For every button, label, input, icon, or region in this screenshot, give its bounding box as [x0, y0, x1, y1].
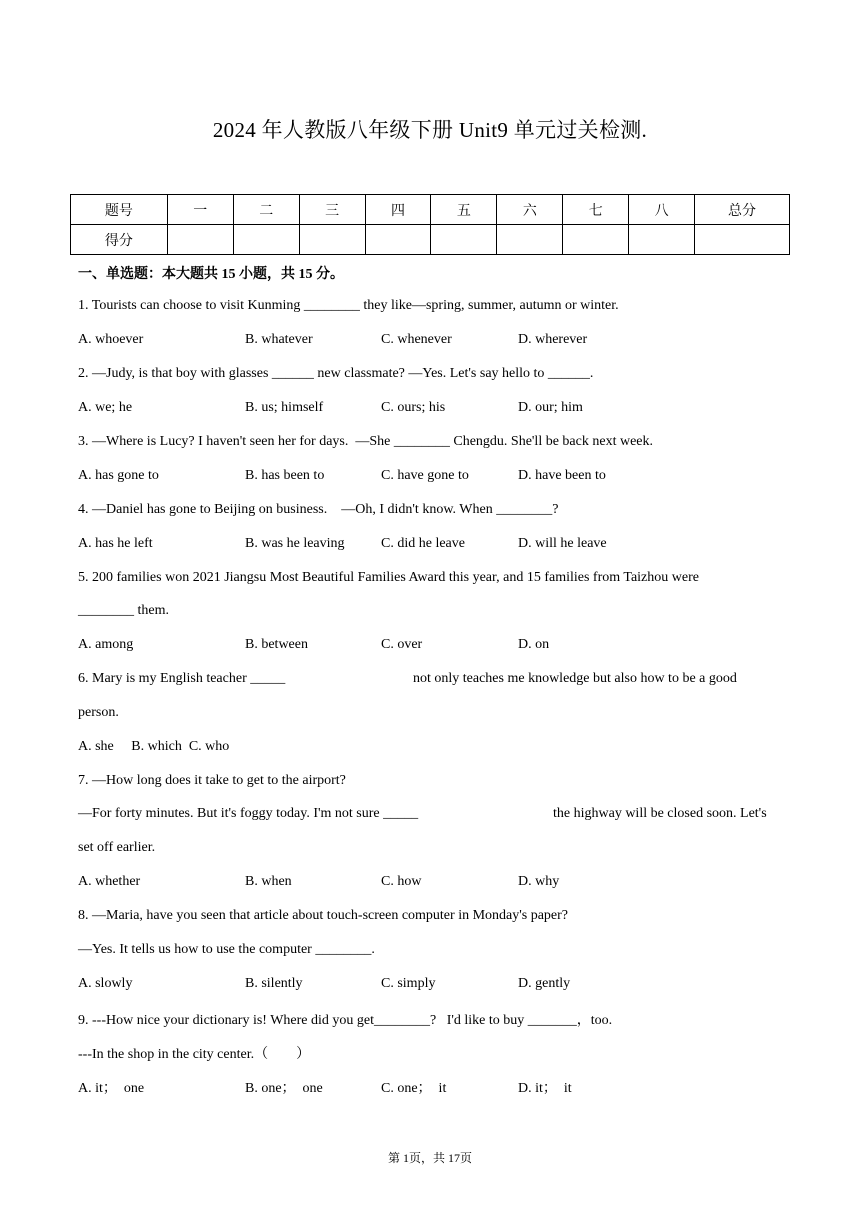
score-table-header-row [71, 195, 790, 225]
score-cell [365, 225, 431, 255]
question-6-options: A. she B. which C. who [78, 739, 230, 754]
score-header-cell: 五 [431, 195, 497, 225]
score-cell [233, 225, 299, 255]
question-7-answer-line-right: the highway will be closed soon. Let's [553, 806, 767, 821]
question-7-stem-continued: set off earlier. [78, 840, 156, 855]
page-title: 2024 年人教版八年级下册 Unit9 单元过关检测. [212, 118, 648, 142]
question-6-stem-continued: person. [78, 705, 119, 720]
question-2-option-b: B. us; himself [245, 400, 324, 415]
question-8-option-c: C. simply [381, 976, 436, 991]
score-cell [431, 225, 497, 255]
question-8-stem: 8. —Maria, have you seen that article about touch-screen computer in Monday's paper? [78, 908, 569, 923]
question-4-option-c: C. did he leave [381, 536, 465, 551]
question-2-stem: 2. —Judy, is that boy with glasses ______ new classmate? —Yes. Let's say hello to ______. [78, 366, 594, 381]
score-table [70, 194, 790, 255]
question-1-stem: 1. Tourists can choose to visit Kunming ________ they like—spring, summer, autumn or winter. [78, 298, 619, 313]
question-4-stem: 4. —Daniel has gone to Beijing on business. —Oh, I didn't know. When ________? [78, 502, 559, 517]
question-3-option-c: C. have gone to [381, 468, 469, 483]
question-4-option-b: B. was he leaving [245, 536, 345, 551]
question-1-option-a: A. whoever [78, 332, 144, 347]
question-9-option-a: A. it； one [78, 1081, 145, 1096]
question-2-option-d: D. our; him [518, 400, 583, 415]
question-4-option-a: A. has he left [78, 536, 153, 551]
question-8-option-a: A. slowly [78, 976, 133, 991]
question-1-option-d: D. wherever [518, 332, 588, 347]
score-header-cell: 四 [365, 195, 431, 225]
question-7-stem: 7. —How long does it take to get to the airport? [78, 773, 346, 788]
question-8-option-b: B. silently [245, 976, 303, 991]
question-5-option-c: C. over [381, 637, 423, 652]
score-cell [563, 225, 629, 255]
score-header-cell: 题号 [71, 195, 168, 225]
question-1-option-c: C. whenever [381, 332, 452, 347]
question-5-stem: 5. 200 families won 2021 Jiangsu Most Beautiful Families Award this year, and 15 families from Taizhou were [78, 570, 699, 585]
score-header-cell: 三 [299, 195, 365, 225]
question-6-stem-right: not only teaches me knowledge but also how to be a good [413, 671, 737, 686]
question-9-option-d: D. it； it [518, 1081, 572, 1096]
question-7-option-c: C. how [381, 874, 422, 889]
question-5-stem-continued: ________ them. [78, 603, 169, 618]
question-5-option-d: D. on [518, 637, 550, 652]
question-4-option-d: D. will he leave [518, 536, 607, 551]
score-header-cell: 一 [167, 195, 233, 225]
question-7-answer-line: —For forty minutes. But it's foggy today. I'm not sure _____ [78, 806, 419, 821]
question-8-option-d: D. gently [518, 976, 571, 991]
question-5-option-a: A. among [78, 637, 134, 652]
question-8-answer-line: —Yes. It tells us how to use the computer ________. [78, 942, 375, 957]
score-row-label: 得分 [71, 225, 168, 255]
question-3-option-d: D. have been to [518, 468, 606, 483]
question-2-option-a: A. we; he [78, 400, 133, 415]
page-footer: 第 1页，共 17页 [387, 1151, 472, 1165]
question-9-option-b: B. one； one [245, 1081, 323, 1096]
question-3-option-b: B. has been to [245, 468, 325, 483]
question-3-stem: 3. —Where is Lucy? I haven't seen her for days. —She ________ Chengdu. She'll be back next week. [78, 434, 653, 449]
score-header-cell: 二 [233, 195, 299, 225]
question-9-option-c: C. one； it [381, 1081, 447, 1096]
section-heading: 一、单选题：本大题共 15 小题，共 15 分。 [78, 267, 344, 282]
score-cell [167, 225, 233, 255]
question-6-stem: 6. Mary is my English teacher _____ [78, 671, 286, 686]
question-3-option-a: A. has gone to [78, 468, 159, 483]
question-9-answer-line: ---In the shop in the city center.（ ） [78, 1047, 311, 1062]
score-cell [299, 225, 365, 255]
question-2-option-c: C. ours; his [381, 400, 446, 415]
score-header-cell: 七 [563, 195, 629, 225]
question-5-option-b: B. between [245, 637, 308, 652]
score-header-cell: 总分 [695, 195, 790, 225]
question-9-stem: 9. ---How nice your dictionary is! Where did you get________? I'd like to buy _______，too. [78, 1013, 613, 1028]
score-cell [695, 225, 790, 255]
question-7-option-a: A. whether [78, 874, 141, 889]
score-cell [629, 225, 695, 255]
score-cell [497, 225, 563, 255]
score-header-cell: 六 [497, 195, 563, 225]
score-table-score-row [71, 225, 790, 255]
question-7-option-b: B. when [245, 874, 292, 889]
score-header-cell: 八 [629, 195, 695, 225]
question-1-option-b: B. whatever [245, 332, 313, 347]
question-7-option-d: D. why [518, 874, 560, 889]
